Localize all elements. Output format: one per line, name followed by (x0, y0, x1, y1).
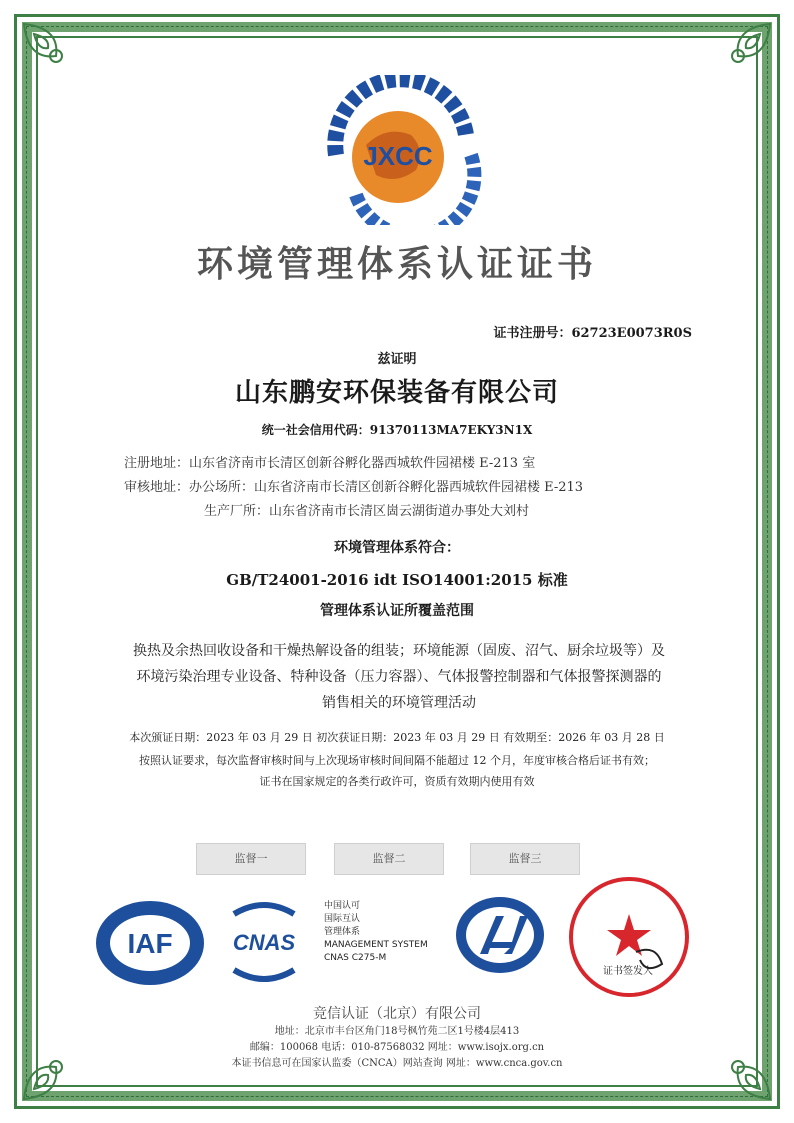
jxcc-logo (316, 75, 486, 225)
standard-reference: GB/T24001-2016 idt ISO14001:2015 标准 (226, 571, 568, 589)
issuer-address: 地址：北京市丰台区角门18号枫竹苑二区1号楼4层413 (274, 1026, 520, 1037)
registered-address: 注册地址：山东省济南市长清区创新谷孵化器西城软件园裙楼 E-213 室 (124, 456, 536, 471)
supervision-box-1: 监督一 (196, 843, 306, 875)
certification-emblem-icon (452, 892, 548, 978)
company-seal (566, 874, 692, 1000)
supervision-box-3: 监督三 (470, 843, 580, 875)
scope-line: 销售相关的环境管理活动 (322, 695, 476, 711)
issuer-name: 竞信认证（北京）有限公司 (313, 1006, 481, 1022)
validity-notice: 按照认证要求，每次监督审核时间与上次现场审核时间间隔不能超过 12 个月，年度审核合格后证书有效； (139, 754, 655, 767)
certificate-title: 环境管理体系认证证书 (196, 244, 597, 285)
cnas-desc-line: MANAGEMENT SYSTEM (324, 940, 428, 950)
scope-line: 换热及余热回收设备和干燥热解设备的组装；环境能源（固废、沼气、厨余垃圾等）及 (133, 643, 665, 659)
scope-line: 环境污染治理专业设备、特种设备（压力容器）、气体报警控制器和气体报警探测器的 (136, 669, 662, 685)
corner-ornament-icon (20, 20, 92, 92)
corner-ornament-icon (702, 20, 774, 92)
supervision-box-2: 监督二 (334, 843, 444, 875)
scope-text (92, 638, 706, 716)
logo-text: JXCC (363, 141, 433, 171)
certificate-dates: 本次颁证日期：2023 年 03 月 29 日 初次获证日期：2023 年 03 月 29 日 有效期至：2026 年 03 月 28 日 (129, 731, 665, 744)
registration-number: 证书注册号：62723E0073R0S (493, 326, 692, 341)
query-notice: 本证书信息可在国家认监委（CNCA）网站查询 网址：www.cnca.gov.cn (231, 1058, 563, 1069)
cnas-desc-line: 中国认可 (324, 901, 361, 911)
cnas-desc-line: 管理体系 (324, 927, 361, 937)
signatory-label: 证书签发人 (603, 966, 653, 977)
cnas-text: CNAS (232, 930, 296, 955)
issuer-contact: 邮编：100068 电话：010-87568032 网址：www.isojx.org.cn (249, 1042, 545, 1053)
cnas-mark (214, 900, 314, 984)
audit-address: 审核地址：办公场所：山东省济南市长清区创新谷孵化器西城软件园裙楼 E-213 (124, 480, 584, 495)
validity-notice-2: 证书在国家规定的各类行政许可，资质有效期内使用有效 (259, 775, 535, 788)
hereby-certify-label: 兹证明 (377, 352, 417, 367)
cnas-desc-line: CNAS C275-M (324, 953, 387, 963)
company-name: 山东鹏安环保装备有限公司 (234, 378, 559, 408)
iaf-text: IAF (127, 928, 173, 959)
cnas-description (324, 900, 428, 965)
factory-address: 生产厂所：山东省济南市长清区崮云湖街道办事处大刘村 (204, 504, 530, 519)
credit-code: 统一社会信用代码：91370113MA7EKY3N1X (261, 423, 533, 437)
conformity-heading: 环境管理体系符合： (334, 540, 460, 556)
cnas-desc-line: 国际互认 (324, 914, 361, 924)
iaf-mark (94, 898, 206, 988)
scope-heading: 管理体系认证所覆盖范围 (320, 603, 474, 619)
